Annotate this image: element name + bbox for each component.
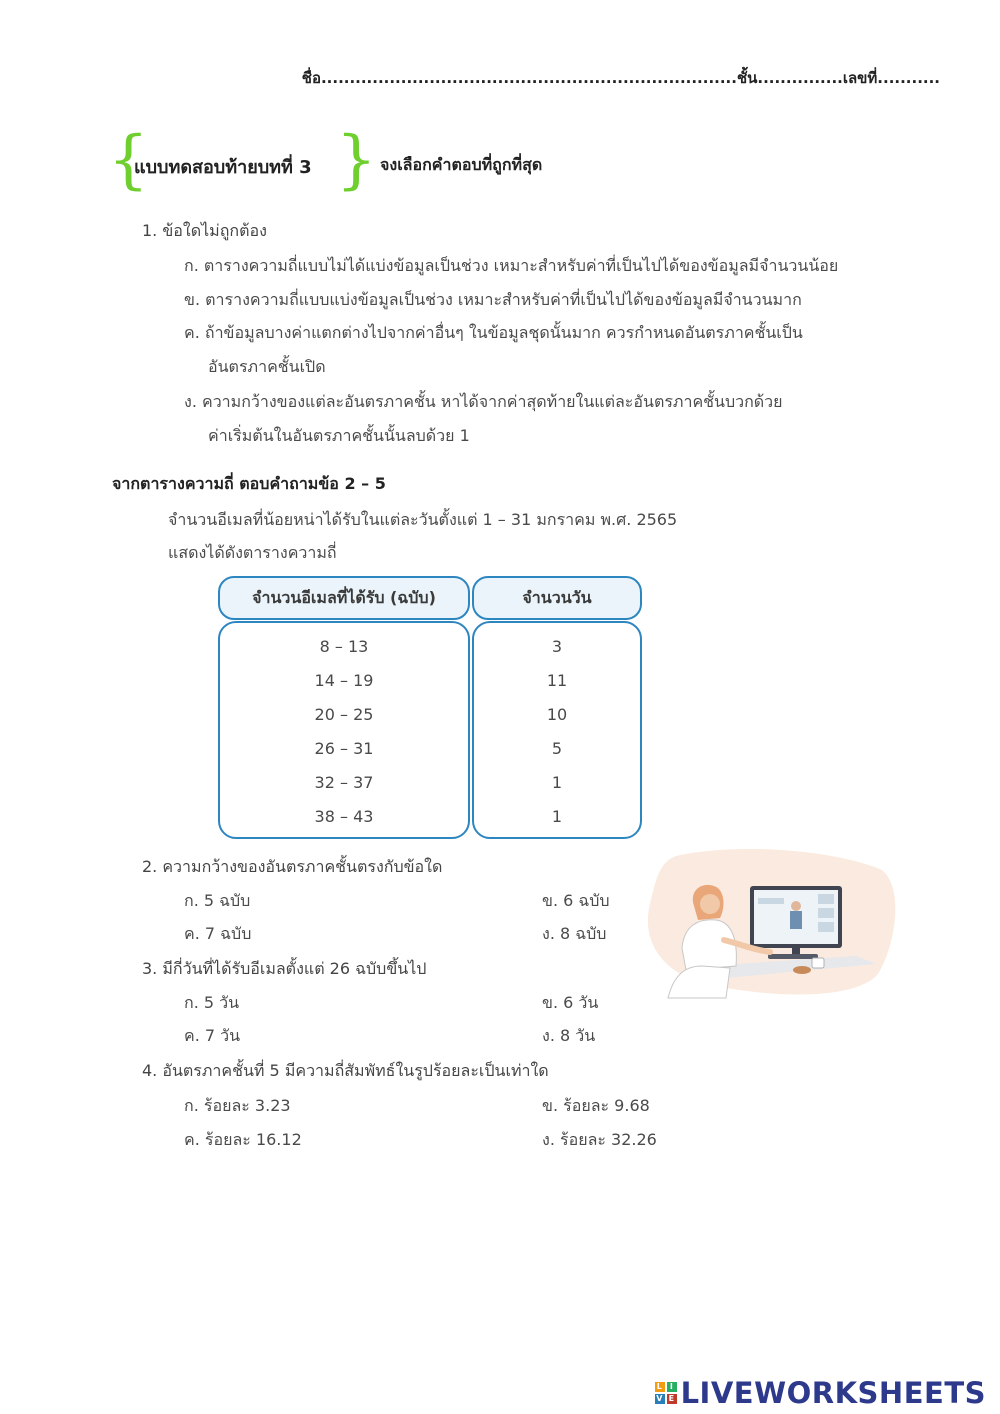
q1-option-a[interactable]: ก. ตารางความถี่แบบไม่ได้แบ่งข้อมูลเป็นช่วง เหมาะสำหรับค่าที่เป็นไปได้ของข้อมูลมีจำนวนน้อย <box>184 256 839 275</box>
table-cell-days: 10 <box>546 705 568 724</box>
table-cell-range: 38 – 43 <box>314 807 374 826</box>
section-description-2: แสดงได้ดังตารางความถี่ <box>168 543 337 562</box>
question-4: 4. อันตรภาคชั้นที่ 5 มีความถี่สัมพัทธ์ในรูปร้อยละเป็นเท่าใด <box>142 1061 549 1080</box>
exercise-title: แบบทดสอบท้ายบทที่ 3 <box>134 157 312 178</box>
liveworksheets-wordmark: LIVEWORKSHEETS <box>680 1376 986 1410</box>
table-cell-days: 5 <box>551 739 563 758</box>
q3-option-d[interactable]: ง. 8 วัน <box>542 1026 596 1045</box>
logo-mark-letter: L <box>655 1382 665 1392</box>
table-cell-range: 8 – 13 <box>319 637 369 656</box>
q2-option-b[interactable]: ข. 6 ฉบับ <box>542 891 610 910</box>
table-column-emails <box>218 621 470 839</box>
q4-option-b[interactable]: ข. ร้อยละ 9.68 <box>542 1096 650 1115</box>
q3-option-a[interactable]: ก. 5 วัน <box>184 993 240 1012</box>
q2-option-a[interactable]: ก. 5 ฉบับ <box>184 891 251 910</box>
liveworksheets-logo[interactable] <box>655 1376 986 1410</box>
q1-option-d-cont: ค่าเริ่มต้นในอันตรภาคชั้นนั้นลบด้วย 1 <box>208 426 470 445</box>
logo-mark-letter: V <box>656 1394 663 1403</box>
q1-option-c-cont: อันตรภาคชั้นเปิด <box>208 357 326 376</box>
question-1: 1. ข้อใดไม่ถูกต้อง <box>142 221 267 240</box>
table-cell-days: 1 <box>551 773 563 792</box>
instruction-text: จงเลือกคำตอบที่ถูกที่สุด <box>380 155 543 174</box>
q3-option-c[interactable]: ค. 7 วัน <box>184 1026 241 1045</box>
left-brace: { <box>108 123 149 197</box>
q4-option-d[interactable]: ง. ร้อยละ 32.26 <box>542 1130 657 1149</box>
table-header-emails: จำนวนอีเมลที่ได้รับ (ฉบับ) <box>218 576 470 620</box>
table-header-days: จำนวนวัน <box>472 576 642 620</box>
table-cell-days: 3 <box>551 637 563 656</box>
q1-option-d[interactable]: ง. ความกว้างของแต่ละอันตรภาคชั้น หาได้จากค่าสุดท้ายในแต่ละอันตรภาคชั้นบวกด้วย <box>184 392 783 411</box>
q4-option-a[interactable]: ก. ร้อยละ 3.23 <box>184 1096 291 1115</box>
q1-option-c[interactable]: ค. ถ้าข้อมูลบางค่าแตกต่างไปจากค่าอื่นๆ ในข้อมูลชุดนั้นมาก ควรกำหนดอันตรภาคชั้นเป็น <box>184 323 803 342</box>
section-description-1: จำนวนอีเมลที่น้อยหน่าได้รับในแต่ละวันตั้งแต่ 1 – 31 มกราคม พ.ศ. 2565 <box>168 510 678 529</box>
q2-option-c[interactable]: ค. 7 ฉบับ <box>184 924 252 943</box>
name-class-number-line: ชื่อ.........................................................................ชั้น...............เลขที่........... <box>301 69 940 87</box>
liveworksheets-mark-icon <box>655 1382 677 1404</box>
table-cell-days: 1 <box>551 807 563 826</box>
q3-option-b[interactable]: ข. 6 วัน <box>542 993 599 1012</box>
table-cell-range: 14 – 19 <box>314 671 374 690</box>
q1-option-b[interactable]: ข. ตารางความถี่แบบแบ่งข้อมูลเป็นช่วง เหมาะสำหรับค่าที่เป็นไปได้ของข้อมูลมีจำนวนมาก <box>184 290 802 309</box>
question-3: 3. มีกี่วันที่ได้รับอีเมลตั้งแต่ 26 ฉบับขึ้นไป <box>142 959 427 978</box>
woman-at-computer-illustration <box>646 848 898 1000</box>
q2-option-d[interactable]: ง. 8 ฉบับ <box>542 924 607 943</box>
table-cell-days: 11 <box>546 671 568 690</box>
right-brace: } <box>336 123 377 197</box>
table-cell-range: 20 – 25 <box>314 705 374 724</box>
table-cell-range: 26 – 31 <box>314 739 374 758</box>
q4-option-c[interactable]: ค. ร้อยละ 16.12 <box>184 1130 302 1149</box>
table-cell-range: 32 – 37 <box>314 773 374 792</box>
logo-mark-letter: E <box>667 1394 677 1404</box>
question-2: 2. ความกว้างของอันตรภาคชั้นตรงกับข้อใด <box>142 857 443 876</box>
table-column-days <box>472 621 642 839</box>
logo-mark-letter: I <box>667 1382 677 1392</box>
section-heading: จากตารางความถี่ ตอบคำถามข้อ 2 – 5 <box>112 474 386 493</box>
